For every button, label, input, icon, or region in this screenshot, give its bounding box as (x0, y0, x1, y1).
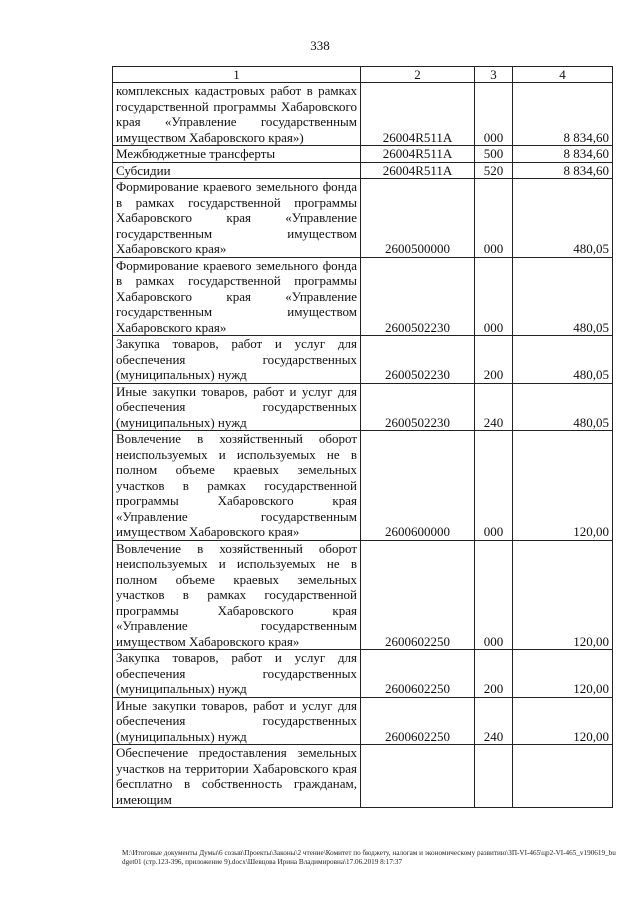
row-sum: 8 834,60 (513, 83, 613, 146)
row-sum: 480,05 (513, 257, 613, 336)
table-row (113, 431, 613, 541)
row-expense-type: 000 (475, 540, 513, 650)
row-name: Формирование краевого земельного фонда в рамках государственной программы Хабаровского края «Управление государственным имуществом Хабаровского края» (113, 257, 361, 336)
row-name: комплексных кадастровых работ в рамках государственной программы Хабаровского края «Управление государственным имуществом Хабаровского края») (113, 83, 361, 146)
header-col-2: 2 (361, 67, 475, 83)
budget-table (112, 66, 613, 808)
row-name: Вовлечение в хозяйственный оборот неиспользуемых и используемых не в полном объеме краевых земельных участков в рамках государственной программы Хабаровского края «Управление государственным имуществом Хабаровского края» (113, 540, 361, 650)
row-expense-type: 000 (475, 179, 513, 258)
row-name: Иные закупки товаров, работ и услуг для обеспечения государственных (муниципальных) нужд (113, 697, 361, 745)
row-code: 26004R511A (361, 146, 475, 163)
row-sum: 120,00 (513, 697, 613, 745)
table-row (113, 697, 613, 745)
row-name: Межбюджетные трансферты (113, 146, 361, 163)
row-expense-type (475, 745, 513, 808)
table-row (113, 540, 613, 650)
row-code: 2600500000 (361, 179, 475, 258)
row-code: 2600502230 (361, 257, 475, 336)
header-col-1: 1 (113, 67, 361, 83)
row-code: 26004R511A (361, 83, 475, 146)
row-sum: 8 834,60 (513, 146, 613, 163)
table-row (113, 383, 613, 431)
row-sum: 480,05 (513, 383, 613, 431)
row-expense-type: 200 (475, 650, 513, 698)
row-code: 26004R511A (361, 162, 475, 179)
row-name: Закупка товаров, работ и услуг для обеспечения государственных (муниципальных) нужд (113, 650, 361, 698)
document-path-footer: М:\Итоговые документы Думы\6 созыв\Проекты\Законы\2 чтение\Комитет по бюджету, налогам и экономическому развитию\ЗП-VI-465\цр2-VI-465_v190619_budget01 (стр.123-396, приложение 9).docx\Шевцова Ирина Владимировна\17.06.2019 8:17:37 (122, 849, 616, 866)
row-expense-type: 240 (475, 697, 513, 745)
row-name: Закупка товаров, работ и услуг для обеспечения государственных (муниципальных) нужд (113, 336, 361, 384)
table-row (113, 650, 613, 698)
row-sum: 480,05 (513, 336, 613, 384)
table-row (113, 162, 613, 179)
row-expense-type: 000 (475, 83, 513, 146)
row-sum: 120,00 (513, 540, 613, 650)
row-expense-type: 000 (475, 431, 513, 541)
table-row (113, 336, 613, 384)
row-sum: 8 834,60 (513, 162, 613, 179)
row-code: 2600602250 (361, 540, 475, 650)
table-row (113, 146, 613, 163)
row-code (361, 745, 475, 808)
row-code: 2600502230 (361, 383, 475, 431)
row-name: Вовлечение в хозяйственный оборот неиспользуемых и используемых не в полном объеме краевых земельных участков в рамках государственной программы Хабаровского края «Управление государственным имуществом Хабаровского края» (113, 431, 361, 541)
row-expense-type: 500 (475, 146, 513, 163)
row-sum: 120,00 (513, 431, 613, 541)
row-sum: 480,05 (513, 179, 613, 258)
row-name: Обеспечение предоставления земельных участков на территории Хабаровского края бесплатно в собственность гражданам, имеющим (113, 745, 361, 808)
row-expense-type: 240 (475, 383, 513, 431)
row-name: Субсидии (113, 162, 361, 179)
row-sum: 120,00 (513, 650, 613, 698)
table-row (113, 745, 613, 808)
row-expense-type: 520 (475, 162, 513, 179)
row-code: 2600602250 (361, 650, 475, 698)
row-expense-type: 000 (475, 257, 513, 336)
table-row (113, 257, 613, 336)
row-code: 2600602250 (361, 697, 475, 745)
row-name: Иные закупки товаров, работ и услуг для обеспечения государственных (муниципальных) нужд (113, 383, 361, 431)
header-row (113, 67, 613, 83)
row-name: Формирование краевого земельного фонда в рамках государственной программы Хабаровского края «Управление государственным имуществом Хабаровского края» (113, 179, 361, 258)
header-col-4: 4 (513, 67, 613, 83)
row-sum (513, 745, 613, 808)
row-code: 2600600000 (361, 431, 475, 541)
row-expense-type: 200 (475, 336, 513, 384)
table-row (113, 83, 613, 146)
row-code: 2600502230 (361, 336, 475, 384)
header-col-3: 3 (475, 67, 513, 83)
page-number: 338 (310, 38, 330, 53)
table-row (113, 179, 613, 258)
